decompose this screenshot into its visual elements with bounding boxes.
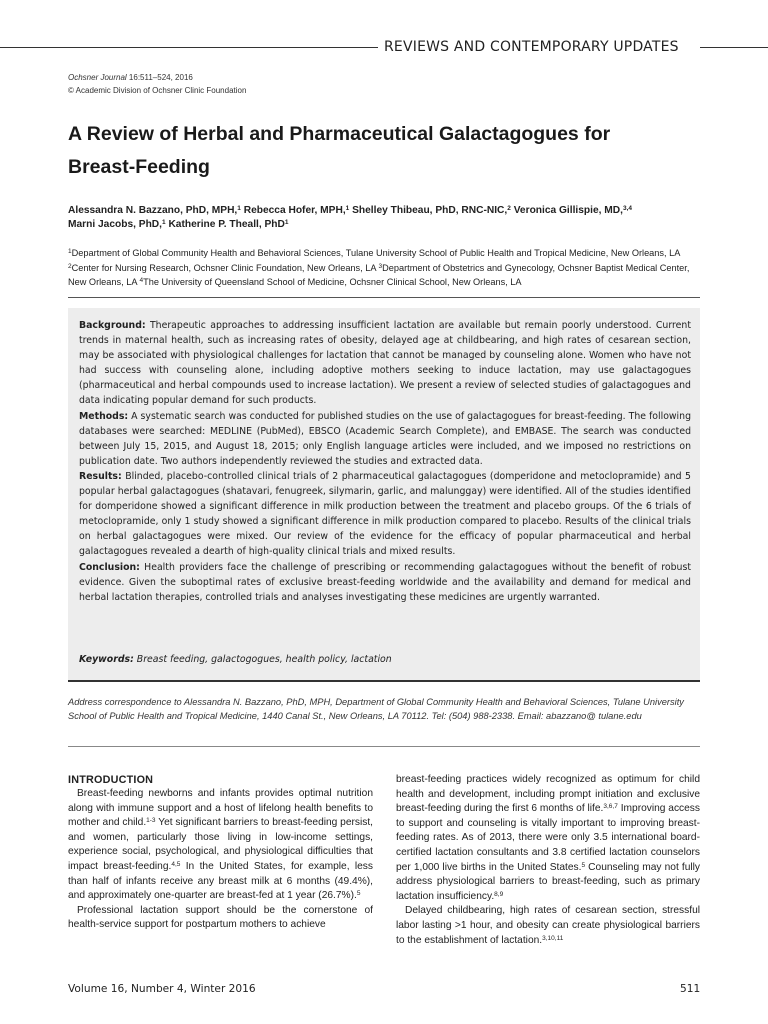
citation-sup: 5 — [356, 890, 361, 898]
body-paragraph: Delayed childbearing, high rates of cesarean section, stressful labor lasting >1 hour, and obesity can create physiological barriers to the establishment of lactation.$^{3,10,11}$ — [396, 905, 700, 946]
citation-sup: 3,10,11 — [542, 934, 564, 942]
affil-sup: 4 — [139, 277, 144, 285]
journal-line — [68, 72, 193, 83]
author-sup: 3,4 — [622, 205, 633, 212]
abstract-conclusion — [79, 560, 691, 605]
methods-label: Methods: — [79, 410, 129, 422]
author-sup: 1 — [284, 219, 289, 226]
article-title-line1: A Review of Herbal and Pharmaceutical Galactagogues for — [68, 123, 611, 145]
section-label: REVIEWS AND CONTEMPORARY UPDATES — [384, 39, 679, 55]
body-paragraph: breast-feeding practices widely recognized as optimum for child health and development, including prompt initiation and exclusive breast-feeding during the first 6 months of life.$^{3,6,7}$ Improving access to support and counseling is vitally important to improving breast-feeding rates. As of 2013, there were only 3.5 international board-certified lactation consultants and 3.8 certified lactation counselors per 1,000 live births in the United States.$^5$ Counseling may not fully address physiological barriers to breast-feeding, such as primary lactation insufficiency.$^{8,9}$ — [396, 774, 700, 902]
affil-sup: 2 — [68, 262, 72, 270]
author-name: Rebecca Hofer, MPH, — [243, 205, 346, 216]
copyright-line: © Academic Division of Ochsner Clinic Foundation — [68, 86, 247, 95]
introduction-heading: INTRODUCTION — [68, 774, 154, 786]
citation-sup: 4,5 — [171, 860, 181, 868]
article-title — [68, 118, 708, 184]
affiliation-1: Department of Global Community Health and Behavioral Sciences, Tulane University School of Public Health and Tropical Medicine, New Orleans, LA — [71, 248, 680, 258]
body-right-column — [396, 773, 700, 948]
keywords-text: Breast feeding, galactogogues, health policy, lactation — [133, 654, 392, 665]
article-title-line2: Breast-Feeding — [68, 156, 210, 178]
affil-sup: 3 — [378, 262, 383, 270]
author-sup: 1 — [345, 205, 350, 212]
correspondence-note: Address correspondence to Alessandra N. Bazzano, PhD, MPH, Department of Global Community Health and Behavioral Sciences, Tulane University School of Public Health and Tropical Medicine, 1440 Canal St., New Orleans, LA 70112. Tel: (504) 988-2338. Email: abazzano@ tulane.edu — [68, 697, 684, 721]
footer-issue: Volume 16, Number 4, Winter 2016 — [68, 983, 256, 995]
author-name: Alessandra N. Bazzano, PhD, MPH, — [68, 205, 238, 216]
author-sup: 1 — [161, 219, 166, 226]
conclusion-label: Conclusion: — [79, 561, 140, 573]
body-left-column — [68, 773, 373, 933]
abstract-background — [79, 318, 691, 409]
results-text: Blinded, placebo-controlled clinical trials of 2 pharmaceutical galactagogues (domperidone and metoclopramide) and 5 popular herbal galactagogues (shatavari, fenugreek, silymarin, garlic, and malunggay) were identified. All of the studies identified for domperidone showed a significant difference in milk production between the treatment and placebo groups. Of the 6 trials of metoclopramide, only 1 study showed a significant difference in milk production compared to placebo. Results of the clinical trials on herbal galactagogues were mixed. Our review of the evidence for the efficacy of popular pharmaceutical and herbal galactagogues revealed a dearth of high-quality clinical trials and mixed results. — [79, 470, 691, 558]
author-sup: 2 — [507, 205, 511, 212]
abstract-keywords — [79, 652, 691, 667]
background-text: Therapeutic approaches to addressing insufficient lactation are available but remain poorly understood. Current trends in maternal health, such as increasing rates of obesity, delayed age at childbearing, and high rates of cesarean section, may be associated with physiological challenges for lactation that cannot be managed by counseling alone. Women who have not had success with counseling alone, including adoptive mothers seeking to induce lactation, may use galactagogues (pharmaceutical and herbal compounds used to increase lactation). We present a review of selected studies of galactagogues and data indicating popular demand for such products. — [79, 320, 691, 407]
author-sup: 1 — [237, 205, 241, 212]
affiliations — [68, 246, 708, 290]
page-number: 511 — [680, 983, 701, 995]
abstract-results — [79, 469, 691, 560]
author-name: Katherine P. Theall, PhD — [168, 219, 285, 230]
journal-volume: 16:511–524, 2016 — [126, 73, 193, 82]
journal-name: Ochsner Journal — [68, 73, 127, 82]
abstract-text — [79, 318, 691, 605]
header-rule-left — [0, 47, 378, 48]
abstract-methods — [79, 409, 691, 469]
background-label: Background: — [79, 320, 146, 331]
body-paragraph: Professional lactation support should be the cornerstone of health-service support for postpartum mothers to achieve — [68, 904, 373, 931]
citation-sup: 1-3 — [146, 817, 156, 825]
affil-sup: 1 — [68, 248, 72, 255]
affiliation-4: The University of Queensland School of Medicine, Ochsner Clinical School, New Orleans, LA — [143, 277, 522, 288]
correspondence-rule — [68, 746, 700, 747]
citation-sup: 8,9 — [494, 890, 504, 898]
affiliation-3: Department of Obstetrics and Gynecology, Ochsner Baptist Medical Center, New Orleans, LA — [68, 262, 690, 288]
affiliation-2: Center for Nursing Research, Ochsner Clinic Foundation, New Orleans, LA — [71, 262, 379, 273]
citation-sup: 3,6,7 — [603, 803, 618, 811]
author-list — [68, 204, 708, 232]
author-name: Shelley Thibeau, PhD, RNC-NIC, — [352, 205, 508, 216]
affiliation-rule — [68, 297, 700, 298]
author-name: Marni Jacobs, PhD, — [68, 219, 162, 230]
methods-text: A systematic search was conducted for published studies on the use of galactagogues for breast-feeding. The following databases were searched: MEDLINE (PubMed), EBSCO (Academic Search Complete), and EMBASE. The search was conducted between July 15, 2015, and August 18, 2015; only English language articles were included, and we imposed no restrictions on publication date. Two authors independently reviewed the studies and extracted data. — [79, 410, 691, 467]
keywords-label: Keywords: — [79, 654, 134, 665]
citation-sup: 5 — [581, 861, 586, 869]
conclusion-text: Health providers face the challenge of prescribing or recommending galactagogues without the benefit of robust evidence. Given the suboptimal rates of exclusive breast-feeding worldwide and the availability and demand for medical and herbal lactation therapies, controlled trials and analyses investigating these medicines are urgently warranted. — [79, 561, 691, 603]
body-paragraph: Breast-feeding newborns and infants provides optimal nutrition along with immune support and a host of lifelong health benefits to mother and child.$^{1-3}$ Yet significant barriers to breast-feeding persist, and women, particularly those living in low-income settings, experience social, psychological, and physiological difficulties that impact breast-feeding.$^{4,5}$ In the United States, for example, less than half of infants receive any breast milk at 6 months (49.4%), and approximately one-quarter are breast-fed at 1 year (26.7%).$^5$ — [68, 788, 374, 902]
header-rule-right — [700, 47, 768, 48]
author-name: Veronica Gillispie, MD, — [513, 205, 623, 216]
results-label: Results: — [79, 470, 122, 482]
